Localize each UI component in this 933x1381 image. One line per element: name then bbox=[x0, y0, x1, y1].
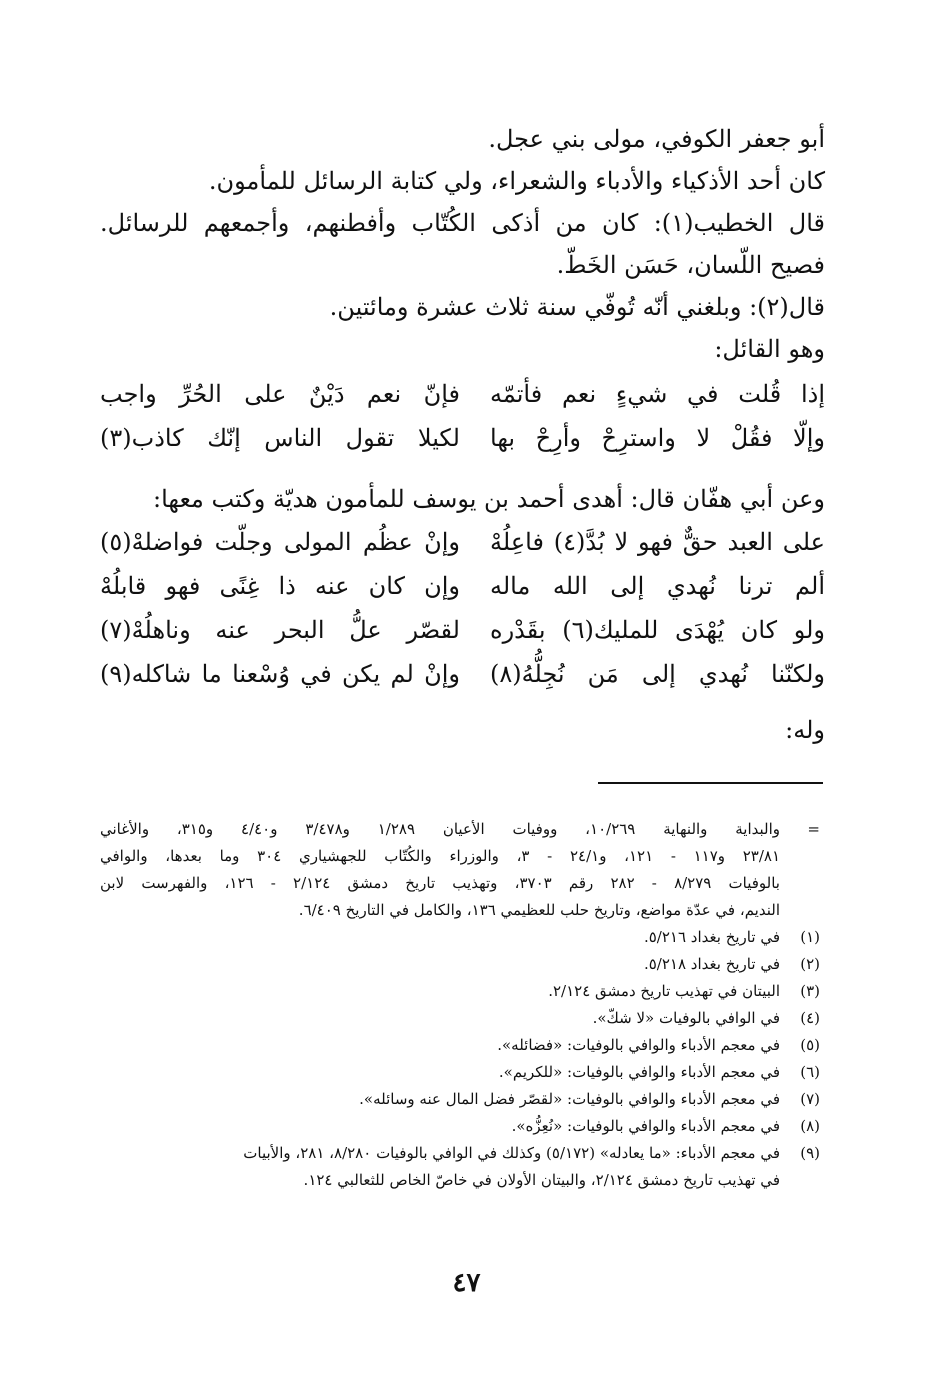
footnote-number: (٦) bbox=[800, 1063, 820, 1081]
closing-line: وله: bbox=[785, 716, 825, 744]
anecdote-intro: وعن أبي هفّان قال: أهدى أحمد بن يوسف للمأمون هديّة وكتب معها: bbox=[153, 485, 825, 513]
footnote-number: (٨) bbox=[800, 1117, 820, 1135]
verse bbox=[100, 572, 825, 616]
footnote-item bbox=[100, 1140, 820, 1194]
closing-line-row bbox=[100, 704, 825, 748]
footnote-number: (٧) bbox=[800, 1090, 820, 1108]
continuation-line: بالوفيات ٨/٢٧٩ - ٢٨٢ رقم ٣٧٠٣، وتهذيب تاريخ دمشق ٢/١٢٤ - ١٢٦، والفهرست لابن bbox=[100, 874, 780, 892]
bio-line-6: وهو القائل: bbox=[714, 335, 825, 363]
continuation-line: ٢٣/٨١ و١١٧ - ١٢١، و٢٤/١ - ٣، والوزراء والكُتّاب للجهشياري ٣٠٤ وما بعدها، والوافي bbox=[100, 847, 780, 865]
footnote-text: في الوافي بالوفيات «لا شكّ». bbox=[592, 1009, 780, 1027]
verse-second-hemistich: لكيلا تقول الناس إنّك كاذب(٣) bbox=[100, 424, 460, 452]
verse-second-hemistich: وإنْ عظُم المولى وجلّت فواضلهْ(٥) bbox=[100, 528, 460, 556]
footnote-item bbox=[100, 1032, 820, 1059]
anecdote bbox=[100, 478, 825, 520]
footnote-item bbox=[100, 1086, 820, 1113]
footnote-number: (١) bbox=[800, 928, 820, 946]
footnote-number: (٥) bbox=[800, 1036, 820, 1054]
footnote-item bbox=[100, 951, 820, 978]
footnote-number: (٩) bbox=[800, 1144, 820, 1162]
verse-first-hemistich: ولو كان يُهْدَى للمليك(٦) بقَدْره bbox=[490, 616, 825, 644]
verse-second-hemistich: فإنّ نعم دَيْنٌ على الحُرِّ واجب bbox=[100, 380, 460, 408]
biography-text bbox=[100, 118, 825, 370]
footnote-text: في تاريخ بغداد ٥/٢١٨. bbox=[643, 955, 780, 973]
continuation-line: والبداية والنهاية ١٠/٢٦٩، ووفيات الأعيان ١/٢٨٩ و٣/٤٧٨ و٤/٤٠ و٣١٥، والأغاني bbox=[100, 820, 781, 838]
footnote-text: في معجم الأدباء والوافي بالوفيات: «لقصّر فضل المال عنه وسائله». bbox=[359, 1090, 780, 1108]
verse bbox=[100, 660, 825, 704]
verse bbox=[100, 528, 825, 572]
verse-first-hemistich: وإلّا فقُلْ لا واسترِحْ وأرِحْ بها bbox=[490, 424, 825, 452]
verse bbox=[100, 424, 825, 468]
footnote-text: في تاريخ بغداد ٥/٢١٦. bbox=[643, 928, 780, 946]
bio-line-3: قال الخطيب(١): كان من أذكى الكُتّاب وأفطنهم، وأجمعهم للرسائل. bbox=[100, 209, 826, 237]
continuation-marker: = bbox=[807, 820, 820, 838]
footnote-item bbox=[100, 924, 820, 951]
footnote-text: في معجم الأدباء: «ما يعادله» (٥/١٧٢) وكذلك في الوافي بالوفيات ٨/٢٨٠، ٢٨١، والأبيات bbox=[243, 1144, 780, 1162]
poem-one bbox=[100, 380, 825, 468]
continuation-line: النديم، في عدّة مواضع، وتاريخ حلب للعظيمي ١٣٦، والكامل في التاريخ ٦/٤٠٩. bbox=[298, 901, 780, 919]
verse bbox=[100, 380, 825, 424]
footnote-continuation bbox=[100, 816, 820, 924]
verse-first-hemistich: إذا قُلت في شيءٍ نعم فأتمّه bbox=[490, 380, 825, 408]
poem-two bbox=[100, 528, 825, 748]
bio-line-2: كان أحد الأذكياء والأدباء والشعراء، ولي كتابة الرسائل للمأمون. bbox=[208, 167, 825, 195]
footnote-item bbox=[100, 1059, 820, 1086]
footnote-number: (٤) bbox=[800, 1009, 820, 1027]
bio-line-1: أبو جعفر الكوفي، مولى بني عجل. bbox=[488, 125, 825, 153]
footnotes bbox=[100, 816, 820, 1194]
verse-first-hemistich: ولكنّنا نُهدي إلى مَن نُجِلُّهُ(٨) bbox=[490, 660, 825, 688]
bio-line-5: قال(٢): وبلغني أنّه تُوفّي سنة ثلاث عشرة ومائتين. bbox=[329, 293, 825, 321]
verse-second-hemistich: وإنْ لم يكن في وُسْعنا ما شاكله(٩) bbox=[100, 660, 460, 688]
footnote-text: في معجم الأدباء والوافي بالوفيات: «فضائله». bbox=[497, 1036, 780, 1054]
page-number: ٤٧ bbox=[452, 1268, 481, 1298]
verse-first-hemistich: ألم ترنا نُهدي إلى الله ماله bbox=[490, 572, 825, 600]
verse-second-hemistich: لقصّر علُّ البحر عنه وناهلُهْ(٧) bbox=[100, 616, 460, 644]
footnote-text: البيتان في تهذيب تاريخ دمشق ٢/١٢٤. bbox=[548, 982, 780, 1000]
bio-line-4: فصيح اللّسان، حَسَن الخَطّ. bbox=[556, 251, 825, 279]
footnote-text-continued: في تهذيب تاريخ دمشق ٢/١٢٤، والبيتان الأولان في خاصّ الخاص للثعالبي ١٢٤. bbox=[303, 1171, 780, 1189]
footnote-text: في معجم الأدباء والوافي بالوفيات: «للكريم». bbox=[498, 1063, 780, 1081]
footnote-text: في معجم الأدباء والوافي بالوفيات: «نُعِزُّه». bbox=[511, 1117, 780, 1135]
footnote-item bbox=[100, 1113, 820, 1140]
footnote-divider bbox=[598, 782, 823, 784]
footnote-number: (٢) bbox=[800, 955, 820, 973]
footnote-item bbox=[100, 1005, 820, 1032]
verse-first-hemistich: على العبد حقٌّ فهو لا بُدَّ(٤) فاعِلُهْ bbox=[490, 528, 825, 556]
verse bbox=[100, 616, 825, 660]
footnote-number: (٣) bbox=[800, 982, 820, 1000]
verse-second-hemistich: وإن كان عنه ذا غِنًى فهو قابلُهْ bbox=[100, 572, 460, 600]
footnote-item bbox=[100, 978, 820, 1005]
